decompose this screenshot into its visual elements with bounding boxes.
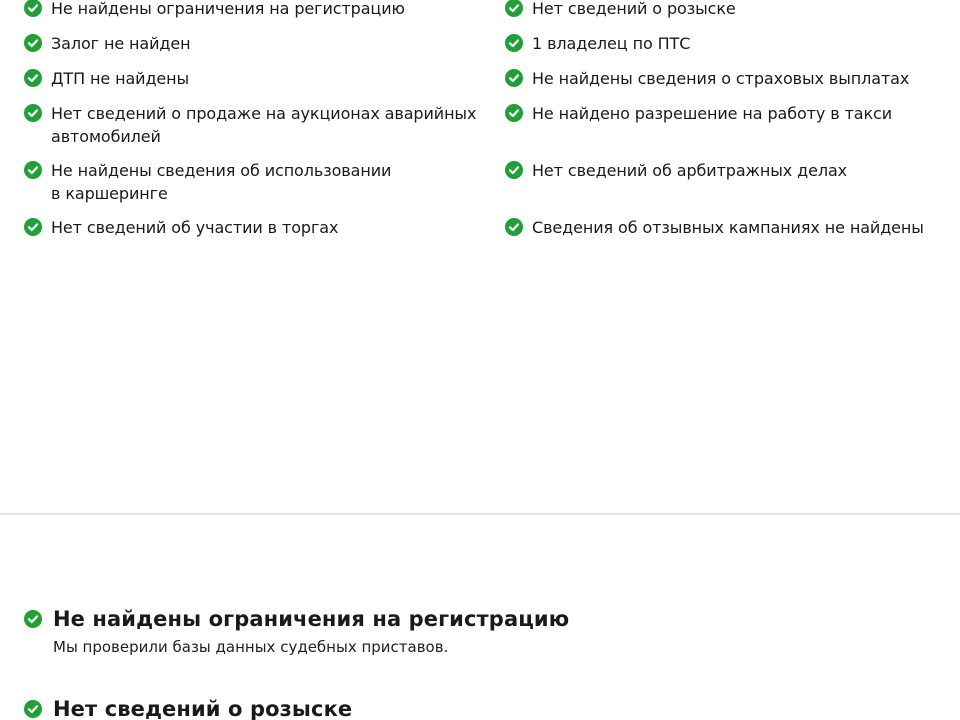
summary-item-label: Нет сведений о продаже на аукционах аварийных автомобилей <box>51 104 477 146</box>
summary-item-recalls <box>505 216 924 239</box>
summary-item-label: Залог не найден <box>51 34 191 53</box>
summary-item-carsharing <box>24 159 391 205</box>
detail-section-registration-restrictions <box>24 605 924 657</box>
check-circle-icon <box>505 69 523 87</box>
check-circle-icon <box>24 161 42 179</box>
check-circle-icon <box>24 0 42 17</box>
summary-item-label: Нет сведений о розыске <box>532 0 736 18</box>
check-circle-icon <box>24 700 42 718</box>
summary-item-owners <box>505 32 690 55</box>
summary-item-accidents <box>24 67 189 90</box>
detail-header <box>24 695 924 720</box>
summary-item-wanted <box>505 0 736 20</box>
check-circle-icon <box>24 69 42 87</box>
detail-title: Нет сведений о розыске <box>53 697 353 720</box>
detail-title: Не найдены ограничения на регистрацию <box>53 607 570 631</box>
detail-header <box>24 605 924 633</box>
summary-item-trades <box>24 216 338 239</box>
check-circle-icon <box>24 218 42 236</box>
check-circle-icon <box>24 34 42 52</box>
summary-item-label: Нет сведений об участии в торгах <box>51 218 339 237</box>
check-circle-icon <box>24 104 42 122</box>
summary-item-label: 1 владелец по ПТС <box>532 34 691 53</box>
section-divider <box>0 513 960 515</box>
check-circle-icon <box>24 610 42 628</box>
summary-item-label: ДТП не найдены <box>51 69 190 88</box>
summary-item-label: Не найдены ограничения на регистрацию <box>51 0 405 18</box>
check-circle-icon <box>505 34 523 52</box>
summary-item-label: Сведения об отзывных кампаниях не найдены <box>532 218 924 237</box>
detail-section-wanted <box>24 695 924 720</box>
summary-item-label: Не найдены сведения об использовании в каршеринге <box>51 161 392 203</box>
check-circle-icon <box>505 218 523 236</box>
summary-item-auctions <box>24 102 476 148</box>
summary-item-arbitration <box>505 159 847 182</box>
summary-item-taxi-permit <box>505 102 892 125</box>
summary-item-label: Не найдено разрешение на работу в такси <box>532 104 893 123</box>
summary-item-insurance-payments <box>505 67 909 90</box>
summary-item-label: Не найдены сведения о страховых выплатах <box>532 69 910 88</box>
check-circle-icon <box>505 0 523 17</box>
summary-item-registration-restrictions <box>24 0 405 20</box>
check-circle-icon <box>505 104 523 122</box>
check-circle-icon <box>505 161 523 179</box>
detail-description: Мы проверили базы данных судебных приставов. <box>53 638 449 656</box>
summary-item-pledge <box>24 32 191 55</box>
summary-item-label: Нет сведений об арбитражных делах <box>532 161 848 180</box>
